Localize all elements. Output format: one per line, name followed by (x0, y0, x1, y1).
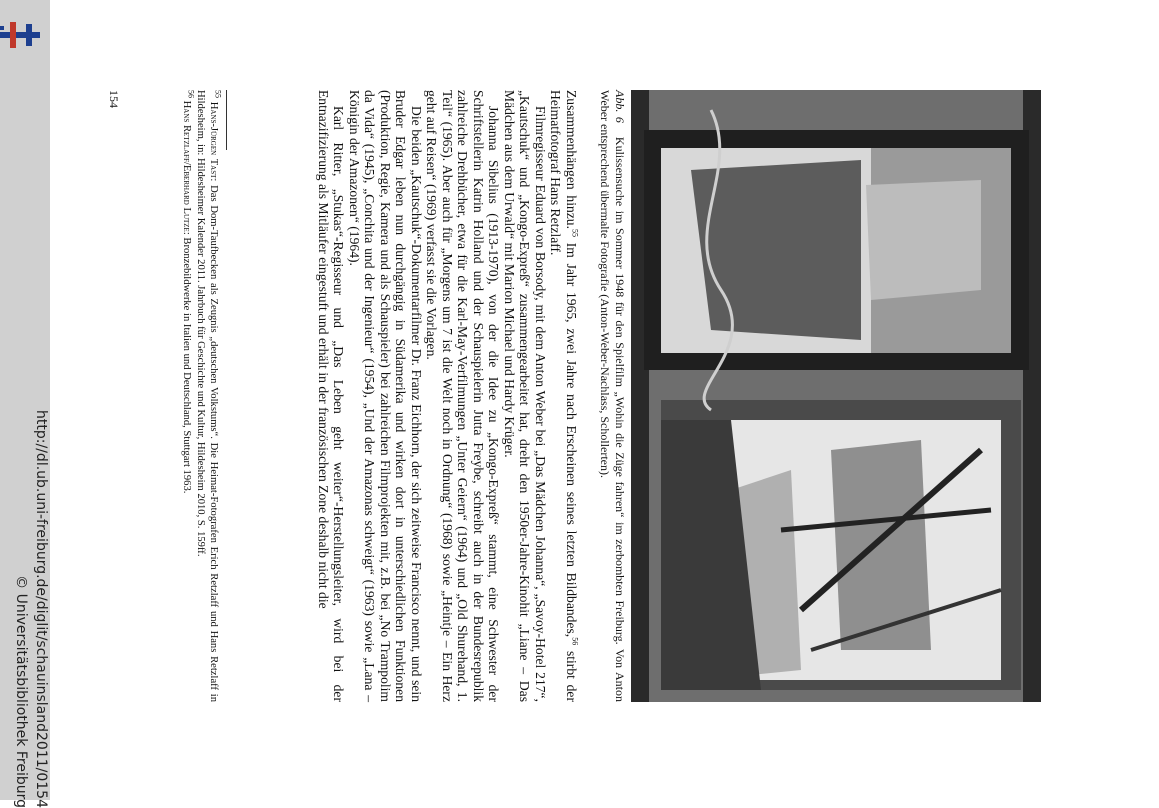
body-text (316, 90, 580, 702)
watermark-copyright: © Universitätsbibliothek Freiburg (13, 575, 29, 808)
paragraph: Johanna Sibelius (1913-1970), von der die Idee zu „Kongo-Expreß“ stammt, eine Schwester der Schriftstellerin Katrin Holland und der Schauspielerin Jutta Freybe, schreibt auch in der Bundesrepublik zahlreiche Drehbücher, etwa für die Karl-May-Verfilmungen „Unter Geiern“ (1964) und „Old Shurehand, 1. Teil“ (1965). Aber auch für „Morgens um 7 ist die Welt noch in Ordnung“ (1968) sowie „Heintje – Ein Herz geht auf Reisen“ (1969) verfasst sie die Vorlagen. (424, 90, 502, 702)
footnote: $^{56}$ Hans Retzlaff/Eberhard Lutze: Bronzebildwerke in Italien und Deutschland, Stuttgart 1963. (181, 90, 196, 494)
watermark (5, 388, 51, 808)
paragraph: Karl Ritter, „Stukas“-Regisseur und „Das Leben geht weiter“-Herstellungsleiter, wird bei der Entnazifizierung als Mitläufer eingestuft und erhält in der französischen Zone deshalb nicht die (316, 90, 347, 702)
footnote: $^{55}$ Hans-Jürgen Tast: Das Dom-Taufbecken als Zeugnis „deutschen Volkstums“. Die Heimat-Fotografen Erich Retzlaff und Hans Retzlaff in Hildesheim, in: Hildesheimer Kalender 2011. Jahrbuch für Geschichte und Kultur, Hildesheim 2010, S. 159ff. (195, 90, 223, 702)
watermark-url[interactable]: http://dl.ub.uni-freiburg.de/diglit/schauinsland2011/0154 (33, 410, 49, 808)
figure-caption (597, 90, 627, 702)
paragraph: Filmregisseur Eduard von Borsody, mit dem Anton Weber bei „Das Mädchen Johanna“, „Savoy-Hotel 217“, „Kautschuk“ und „Kongo-Expreß“ zusammengearbeitet hat, dreht den 1950er-Jahre-Kinohit „Liane – Das Mädchen aus dem Urwald“ mit Marion Michael und Hardy Krüger. (502, 90, 548, 702)
university-logo (0, 22, 44, 48)
paragraph: Zusammenhängen hinzu.$^{55}$ Im Jahr 1965, zwei Jahre nach Erscheinen seines letzten Bildbandes,$^{56}$ stirbt der Heimatfotograf Hans Retzlaff. (548, 90, 580, 702)
footnote-ref[interactable]: 56 (570, 637, 580, 646)
page-number: 154 (107, 90, 121, 108)
footnote-ref[interactable]: 55 (570, 229, 580, 238)
footnote-rule (226, 90, 227, 150)
document-page (50, 0, 1159, 800)
figure-label: Abb. 6 (613, 90, 627, 123)
bombed-building-photo (631, 90, 1041, 702)
figure-caption-text: Kulissensuche im Sommer 1948 für den Spielfilm „Wohin die Züge fahren“ im zerbombten Freiburg. Von Anton Weber entsprechend übermalte Fotografie (Anton-Weber-Nachlass, Schollerten). (598, 90, 627, 702)
footnotes (178, 90, 223, 702)
paragraph: Die beiden „Kautschuk“-Dokumentarfilmer Dr. Franz Eichhorn, der sich zeitweise Francisco nennt, und sein Bruder Edgar leben nun durchgängig in Südamerika und wirken dort in unterschiedlichen Funktionen (Produktion, Regie, Kamera und als Schauspieler) bei zahlreichen Filmprojekten mit, z.B. bei „No Trampolim da Vida“ (1945), „Conchita und der Ingenieur“ (1954), „Und der Amazonas schweigt“ (1963) sowie „Lana – Königin der Amazonen“ (1964). (347, 90, 424, 702)
figure-photo (631, 90, 1041, 702)
